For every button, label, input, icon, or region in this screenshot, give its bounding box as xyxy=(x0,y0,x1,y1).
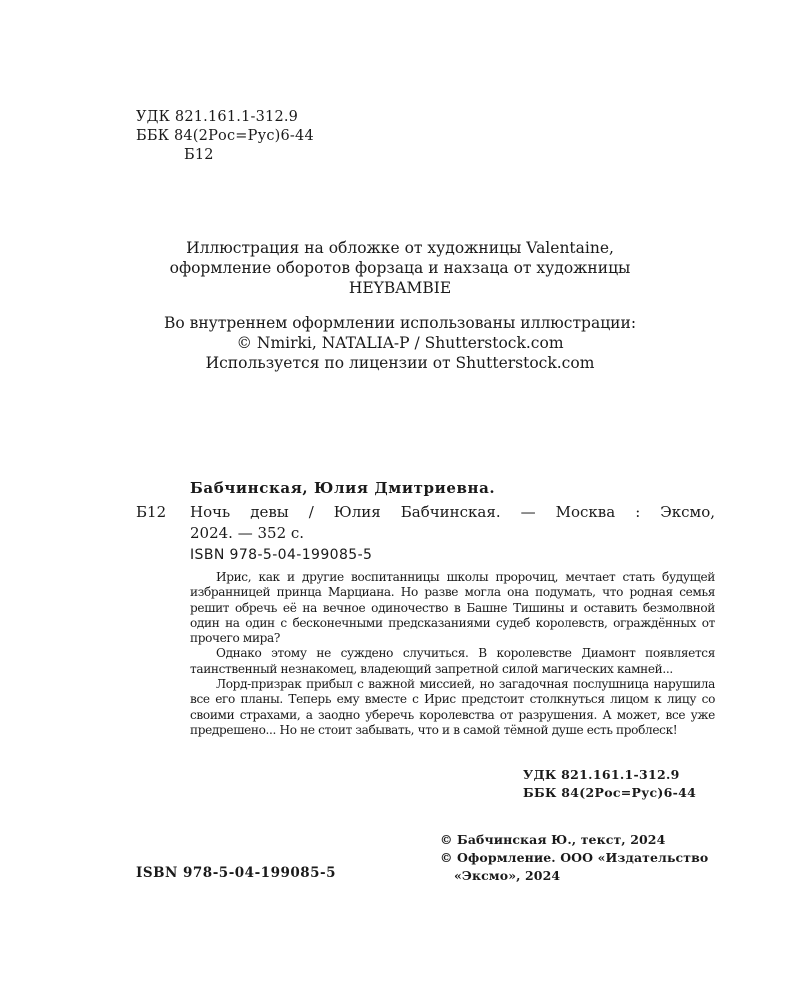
bbk-code: ББК 84(2Рос=Рус)6-44 xyxy=(523,785,697,800)
annotation-paragraph: Однако этому не суждено случиться. В королевстве Диамонт появляется таинственный незнакомец, владеющий запретной силой магических камней... xyxy=(190,646,715,676)
isbn-record: ISBN 978-5-04-199085-5 xyxy=(190,547,373,563)
title-line: Ночь девы / Юлия Бабчинская. — Москва : Эксмо, xyxy=(190,503,715,521)
isbn-footer: ISBN 978-5-04-199085-5 xyxy=(136,865,337,881)
credit-line: Во внутреннем оформлении использованы иллюстрации: xyxy=(163,314,637,332)
udk-code: УДК 821.161.1-312.9 xyxy=(523,767,680,782)
credit-line: оформление оборотов форзаца и нахзаца от художницы xyxy=(169,259,631,277)
copyright-block xyxy=(440,831,708,885)
copyright-design: © Оформление. ООО «Издательство xyxy=(440,850,709,865)
annotation xyxy=(190,570,715,738)
udk-code: УДК 821.161.1-312.9 xyxy=(136,109,299,125)
credit-line: Используется по лицензии от Shutterstock.com xyxy=(205,354,595,372)
classification-block xyxy=(136,108,314,165)
author-sign: Б12 xyxy=(184,147,214,163)
copyright-text: © Бабчинская Ю., текст, 2024 xyxy=(440,832,666,847)
author-heading: Бабчинская, Юлия Дмитриевна. xyxy=(190,479,496,497)
cover-illustration-credits xyxy=(0,238,800,298)
internal-illustration-credits xyxy=(0,313,800,373)
copyright-design: «Эксмо», 2024 xyxy=(454,868,561,883)
annotation-paragraph: Лорд-призрак прибыл с важной миссией, но загадочная послушница нарушила все его планы. Теперь ему вместе с Ирис предстоит столкнуться лицом к лицу со своими страхами, а заодно уберечь королевства от разрушения. А может, все уже предрешено... Но не стоит забывать, что и в самой тёмной душе есть проблеск! xyxy=(190,677,715,737)
annotation-paragraph: Ирис, как и другие воспитанницы школы пророчиц, мечтает стать будущей избранницей принца Марциана. Но разве могла она подумать, что родная семья решит обречь её на вечное одиночество в Башне Тишины и оставить безмолвной один на один с бесконечными предсказаниями судеб королевств, ограждённых от прочего мира? xyxy=(190,570,715,646)
credit-line: © Nmirki, NATALIA-P / Shutterstock.com xyxy=(236,334,564,352)
credit-line: Иллюстрация на обложке от художницы Valentaine, xyxy=(186,239,614,257)
credit-line: HEYBAMBIE xyxy=(348,279,452,297)
title-line: 2024. — 352 с. xyxy=(190,524,305,542)
classification-right xyxy=(523,766,696,802)
author-sign-left: Б12 xyxy=(136,503,167,521)
bbk-code: ББК 84(2Рос=Рус)6-44 xyxy=(136,128,314,144)
